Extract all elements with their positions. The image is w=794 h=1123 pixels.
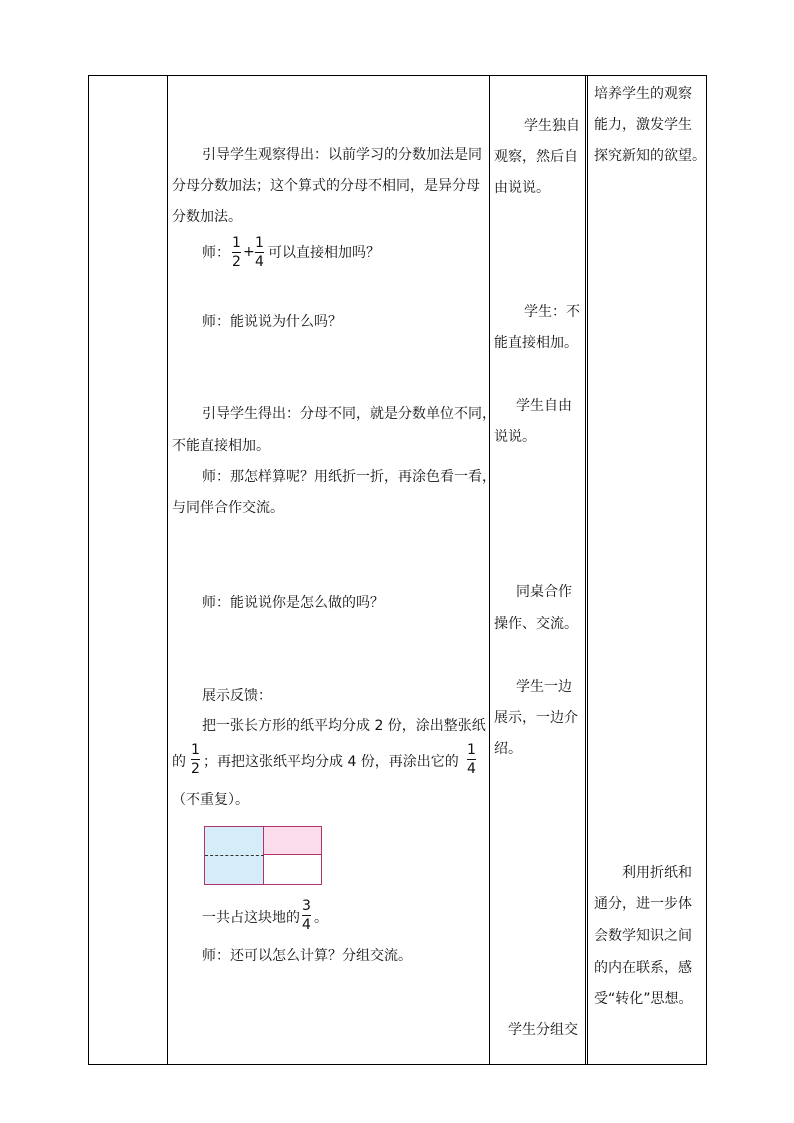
fraction-numerator: 1 [467, 742, 476, 758]
fraction-bar [232, 252, 241, 253]
guide-text-line: 不能直接相加。 [172, 438, 270, 454]
fraction-half [232, 235, 241, 270]
guide-text-line: 引导学生观察得出：以前学习的分数加法是同 [202, 147, 482, 163]
fraction-bar [191, 759, 200, 760]
fraction-half [191, 742, 200, 777]
fraction-numerator: 3 [302, 898, 311, 914]
student-activity-line: 操作、交流。 [494, 616, 578, 632]
fraction-bar [255, 252, 264, 253]
student-activity-line: 能直接相加。 [494, 335, 578, 351]
feedback-text-b: ；再把这张纸平均分成 4 份，再涂出它的 [203, 754, 459, 770]
unshaded-quarter [264, 855, 321, 884]
fraction-denominator: 2 [191, 761, 200, 777]
guide-text-line: 引导学生得出：分母不同，就是分数单位不同， [202, 406, 496, 422]
student-activity-line: 由说说。 [494, 180, 550, 196]
feedback-title: 展示反馈： [202, 688, 272, 704]
question-how: 师：能说说你是怎么做的吗？ [202, 595, 384, 611]
plus-sign: + [243, 244, 255, 260]
feedback-text-line: （不重复）。 [172, 792, 249, 808]
student-activity-line: 观察，然后自 [494, 149, 578, 165]
paper-fold-figure [204, 826, 322, 885]
student-activity-line: 学生独自 [524, 118, 580, 134]
feedback-text-a: 的 [172, 754, 186, 770]
question-prefix: 师： [202, 245, 230, 261]
feedback-text-line: 把一张长方形的纸平均分成 2 份，涂出整张纸 [202, 718, 486, 734]
intent-line: 的内在联系，感 [594, 960, 692, 976]
fraction-numerator: 1 [191, 742, 200, 758]
intent-line: 探究新知的欲望。 [594, 148, 706, 164]
total-prefix: 一共占这块地的 [202, 910, 300, 926]
fold-dashed-line [205, 855, 264, 856]
fraction-bar [467, 759, 476, 760]
fraction-bar [302, 915, 311, 916]
student-activity-line: 同桌合作 [516, 584, 572, 600]
guide-text-line: 分数加法。 [172, 209, 242, 225]
teacher-text-line: 与同伴合作交流。 [172, 500, 284, 516]
student-activity-line: 展示，一边介 [494, 710, 578, 726]
intent-line: 利用折纸和 [622, 865, 692, 881]
intent-line: 能力，激发学生 [594, 117, 692, 133]
teacher-text-line: 师：那怎样算呢？用纸折一折，再涂色看一看， [202, 469, 496, 485]
fraction-three-quarters [302, 898, 311, 933]
intent-line: 会数学知识之间 [594, 928, 692, 944]
guide-text-line: 分母分数加法；这个算式的分母不相同，是异分母 [172, 178, 480, 194]
student-activity-line: 学生分组交 [508, 1022, 578, 1038]
question-other-method: 师：还可以怎么计算？分组交流。 [202, 948, 412, 964]
fraction-numerator: 1 [255, 235, 264, 251]
fraction-numerator: 1 [232, 235, 241, 251]
column-divider [167, 76, 168, 1064]
intent-line: 培养学生的观察 [594, 86, 692, 102]
shaded-quarter-pink [264, 827, 321, 855]
student-activity-line: 绍。 [494, 741, 522, 757]
fraction-denominator: 4 [255, 254, 264, 270]
intent-line: 受“转化”思想。 [594, 991, 693, 1007]
intent-line: 通分，进一步体 [594, 896, 692, 912]
fraction-denominator: 4 [302, 917, 311, 933]
student-activity-line: 学生：不 [524, 304, 580, 320]
fraction-quarter [255, 235, 264, 270]
column-divider [489, 76, 490, 1064]
student-activity-line: 学生自由 [516, 398, 572, 414]
column-divider [585, 76, 586, 1064]
student-activity-line: 学生一边 [516, 679, 572, 695]
fraction-quarter [467, 742, 476, 777]
total-suffix: 。 [314, 910, 328, 926]
question-why: 师：能说说为什么吗？ [202, 314, 342, 330]
fraction-denominator: 2 [232, 254, 241, 270]
question-suffix: 可以直接相加吗？ [268, 245, 380, 261]
student-activity-line: 说说。 [494, 429, 536, 445]
fraction-denominator: 4 [467, 761, 476, 777]
